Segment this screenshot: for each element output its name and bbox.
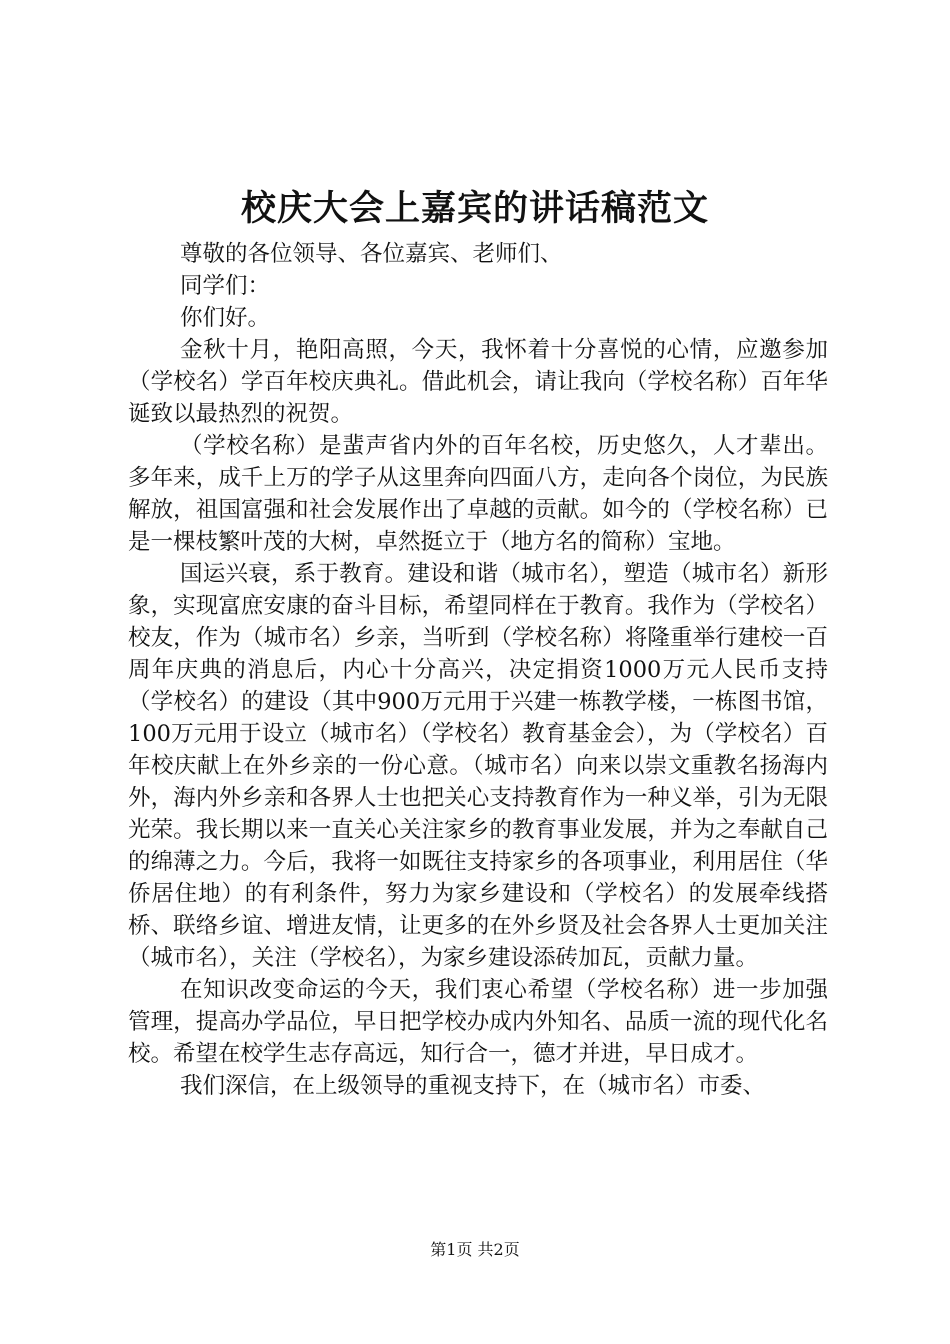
body-paragraph: （学校名称）是蜚声省内外的百年名校，历史悠久，人才辈出。多年来，成千上万的学子从这里奔向四面八方，走向各个岗位，为民族解放，祖国富强和社会发展作出了卓越的贡献。如今的（学校名称）已是一棵枝繁叶茂的大树，卓然挺立于（地方名的简称）宝地。 <box>128 433 828 555</box>
body-paragraph: 国运兴衰，系于教育。建设和谐（城市名），塑造（城市名）新形象，实现富庶安康的奋斗目标，希望同样在于教育。我作为（学校名）校友，作为（城市名）乡亲，当听到（学校名称）将隆重举行建校一百周年庆典的消息后，内心十分高兴，决定捐资1000万元人民币支持（学校名）的建设（其中900万元用于兴建一栋教学楼，一栋图书馆，100万元用于设立（城市名）（学校名）教育基金会），为（学校名）百年校庆献上在外乡亲的一份心意。（城市名）向来以崇文重教名扬海内外，海内外乡亲和各界人士也把关心支持教育作为一种义举，引为无限光荣。我长期以来一直关心关注家乡的教育事业发展，并为之奉献自己的绵薄之力。今后，我将一如既往支持家乡的各项事业，利用居住（华侨居住地）的有利条件，努力为家乡建设和（学校名）的发展牵线搭桥、联络乡谊、增进友情，让更多的在外乡贤及社会各界人士更加关注（城市名），关注（学校名），为家乡建设添砖加瓦，贡献力量。 <box>128 561 828 971</box>
page-number-footer: 第1页 共2页 <box>430 1240 520 1259</box>
body-paragraph: 我们深信，在上级领导的重视支持下，在（城市名）市委、 <box>180 1073 766 1099</box>
document-body <box>128 238 828 1102</box>
greeting-line: 尊敬的各位领导、各位嘉宾、老师们、 <box>180 241 563 267</box>
greeting-line: 同学们： <box>180 273 271 299</box>
greeting-line: 你们好。 <box>180 305 271 331</box>
document-title: 校庆大会上嘉宾的讲话稿范文 <box>240 189 709 229</box>
body-paragraph: 在知识改变命运的今天，我们衷心希望（学校名称）进一步加强管理，提高办学品位，早日把学校办成内外知名、品质一流的现代化名校。希望在校学生志存高远，知行合一，德才并进，早日成才。 <box>128 977 828 1067</box>
body-paragraph: 金秋十月，艳阳高照，今天，我怀着十分喜悦的心情，应邀参加（学校名）学百年校庆典礼。借此机会，请让我向（学校名称）百年华诞致以最热烈的祝贺。 <box>128 337 828 427</box>
